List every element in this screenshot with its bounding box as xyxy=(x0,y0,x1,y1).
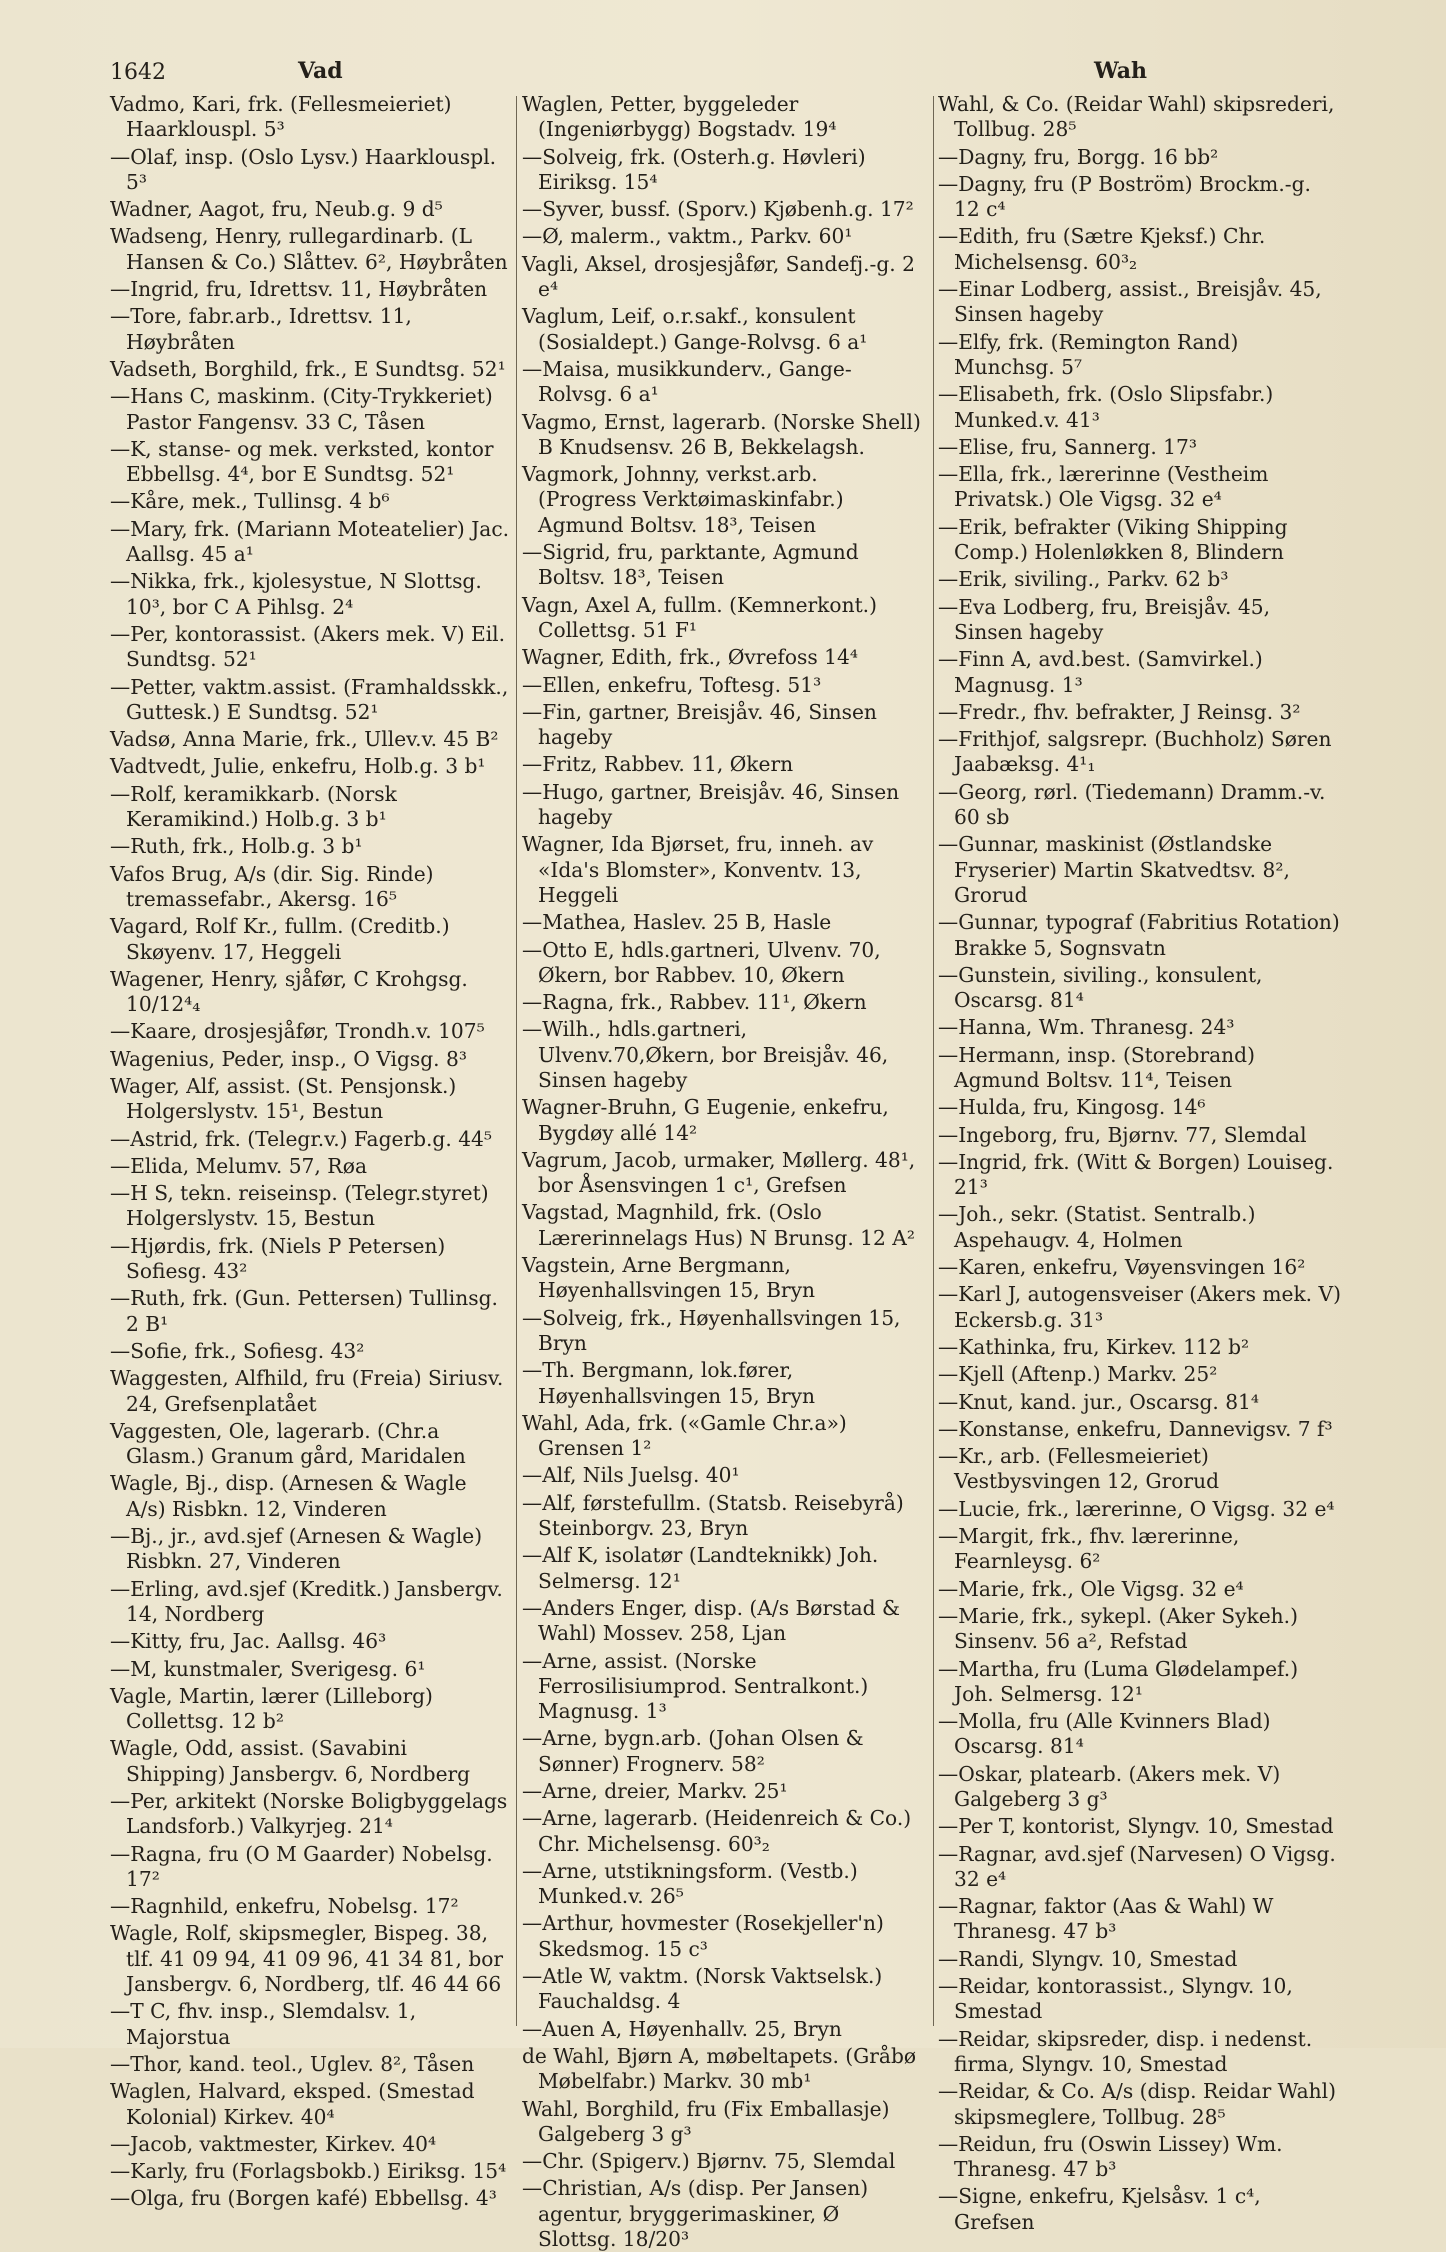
directory-entry: —Auen A, Høyenhallv. 25, Bryn xyxy=(522,2016,842,2041)
directory-entry: —Reidar, kontorassist., Slyngv. 10, Smestad xyxy=(938,1974,1293,2024)
directory-entry: —Hulda, fru, Kingosg. 14⁶ xyxy=(938,1095,1206,1120)
column-divider xyxy=(516,96,517,2026)
directory-entry: —Fritz, Rabbev. 11, Økern xyxy=(522,752,794,777)
directory-entry: —Arne, assist. (Norske Ferrosilisiumprod. Sentralkont.) Magnusg. 1³ xyxy=(522,1648,869,1724)
directory-entry: —Ragnar, avd.sjef (Narvesen) O Vigsg. 32 e⁴ xyxy=(938,1841,1336,1891)
directory-entry: —Karly, fru (Forlagsbokb.) Eiriksg. 15⁴ xyxy=(110,2159,507,2184)
directory-entry: —Reidar, skipsreder, disp. i nedenst. firma, Slyngv. 10, Smestad xyxy=(938,2026,1313,2076)
directory-entry: —Arne, dreier, Markv. 25¹ xyxy=(522,1779,788,1803)
directory-entry: Vafos Brug, A/s (dir. Sig. Rinde) tremassefabr., Akersg. 16⁵ xyxy=(110,861,434,911)
directory-entry: —Anders Enger, disp. (A/s Børstad & Wahl) Mossev. 258, Ljan xyxy=(522,1595,900,1646)
directory-entry: —Marie, frk., Ole Vigsg. 32 e⁴ xyxy=(938,1576,1244,1601)
directory-entry: —Karl J, autogensveiser (Akers mek. V) Eckersb.g. 31³ xyxy=(938,1282,1341,1332)
directory-entry: Wahl, & Co. (Reidar Wahl) skipsrederi, Tollbug. 28⁵ xyxy=(938,92,1335,142)
directory-entry: Vaglum, Leif, o.r.sakf., konsulent (Sosialdept.) Gange-Rolvsg. 6 a¹ xyxy=(522,304,868,354)
directory-entry: —Fredr., fhv. befrakter, J Reinsg. 3² xyxy=(938,699,1301,724)
directory-entry: —Ingrid, fru, Idrettsv. 11, Høybråten xyxy=(110,277,488,302)
column-3 xyxy=(938,92,1342,2234)
directory-entry: Wagener, Henry, sjåfør, C Krohgsg. 10/12⁴₄ xyxy=(110,966,468,1017)
directory-entry: —Ingeborg, fru, Bjørnv. 77, Slemdal xyxy=(938,1122,1307,1147)
directory-entry: Vagmork, Johnny, verkst.arb. (Progress Verktøimaskinfabr.) Agmund Boltsv. 18³, Teisen xyxy=(522,462,844,537)
directory-entry: Waglen, Petter, byggeleder (Ingeniørbygg) Bogstadv. 19⁴ xyxy=(522,92,837,142)
directory-entry: Vagle, Martin, lærer (Lilleborg) Collettsg. 12 b² xyxy=(110,1683,433,1734)
directory-entry: Vagrum, Jacob, urmaker, Møllerg. 48¹, bor Åsensvingen 1 c¹, Grefsen xyxy=(522,1147,916,1198)
directory-entry: —Erik, befrakter (Viking Shipping Comp.) Holenløkken 8, Blindern xyxy=(938,514,1288,565)
directory-entry: —Hans C, maskinm. (City-Trykkeriet) Pastor Fangensv. 33 C, Tåsen xyxy=(110,384,493,434)
directory-entry: —Ragnar, faktor (Aas & Wahl) W Thranesg. 47 b³ xyxy=(938,1894,1274,1944)
page-number: 1642 xyxy=(110,60,166,85)
directory-entry: Vagn, Axel A, fullm. (Kemnerkont.) Collettsg. 51 F¹ xyxy=(522,592,877,642)
directory-entry: —Alf K, isolatør (Landteknikk) Joh. Selmersg. 12¹ xyxy=(522,1543,879,1593)
directory-entry: Wahl, Borghild, fru (Fix Emballasje) Galgeberg 3 g³ xyxy=(522,2096,890,2146)
directory-entry: —Kjell (Aftenp.) Markv. 25² xyxy=(938,1362,1218,1387)
directory-entry: —Nikka, frk., kjolesystue, N Slottsg. 10³, bor C A Pihlsg. 2⁴ xyxy=(110,569,482,619)
directory-entry: —Astrid, frk. (Telegr.v.) Fagerb.g. 44⁵ xyxy=(110,1126,492,1151)
directory-entry: —Dagny, fru (P Boström) Brockm.-g. 12 c⁴ xyxy=(938,171,1311,222)
column-divider xyxy=(933,96,934,2026)
directory-entry: —Ella, frk., lærerinne (Vestheim Privatsk.) Ole Vigsg. 32 e⁴ xyxy=(938,462,1269,512)
directory-entry: —Oskar, platearb. (Akers mek. V) Galgeberg 3 g³ xyxy=(938,1761,1281,1811)
directory-entry: —Molla, fru (Alle Kvinners Blad) Oscarsg. 81⁴ xyxy=(938,1709,1271,1759)
directory-entry: —Christian, A/s (disp. Per Jansen) agentur, bryggerimaskiner, Ø Slottsg. 18/20³ xyxy=(522,2176,869,2252)
directory-entry: Vadtvedt, Julie, enkefru, Holb.g. 3 b¹ xyxy=(110,754,486,779)
directory-entry: —Finn A, avd.best. (Samvirkel.) Magnusg. 1³ xyxy=(938,647,1263,697)
directory-entry: Vagmo, Ernst, lagerarb. (Norske Shell) B Knudsensv. 26 B, Bekkelagsh. xyxy=(522,409,921,459)
directory-entry: —Sofie, frk., Sofiesg. 43² xyxy=(110,1338,365,1363)
directory-entry: —Elida, Melumv. 57, Røa xyxy=(110,1153,367,1178)
directory-entry: —Frithjof, salgsrepr. (Buchholz) Søren Jaabæksg. 4¹₁ xyxy=(938,727,1332,777)
directory-entry: —Th. Bergmann, lok.fører, Høyenhallsvingen 15, Bryn xyxy=(522,1358,815,1408)
directory-entry: Vagstad, Magnhild, frk. (Oslo Lærerinnelags Hus) N Brunsg. 12 A² xyxy=(522,1200,915,1250)
directory-entry: —Kr., arb. (Fellesmeieriet) Vestbysvingen 12, Grorud xyxy=(938,1444,1220,1494)
directory-entry: —Arne, lagerarb. (Heidenreich & Co.) Chr. Michelsensg. 60³₂ xyxy=(522,1806,912,1856)
directory-entry: —Hanna, Wm. Thranesg. 24³ xyxy=(938,1015,1235,1040)
directory-entry: —Elisabeth, frk. (Oslo Slipsfabr.) Munked.v. 41³ xyxy=(938,382,1274,432)
directory-entry: —Ruth, frk. (Gun. Pettersen) Tullinsg. 2 B¹ xyxy=(110,1286,498,1336)
directory-entry: —Wilh., hdls.gartneri, Ulvenv.70,Økern, bor Breisjåv. 46, Sinsen hageby xyxy=(522,1017,889,1092)
directory-entry: Vagstein, Arne Bergmann, Høyenhallsvingen 15, Bryn xyxy=(522,1253,815,1303)
directory-entry: —Elfy, frk. (Remington Rand) Munchsg. 5⁷ xyxy=(938,329,1239,379)
directory-entry: —Reidun, fru (Oswin Lissey) Wm. Thranesg. 47 b³ xyxy=(938,2131,1283,2182)
directory-entry: —Syver, bussf. (Sporv.) Kjøbenh.g. 17² xyxy=(522,197,914,222)
directory-entry: —Olga, fru (Borgen kafé) Ebbellsg. 4³ xyxy=(110,2186,497,2211)
directory-entry: Wagner, Edith, frk., Øvrefoss 14⁴ xyxy=(522,645,858,670)
directory-entry: Vaggesten, Ole, lagerarb. (Chr.a Glasm.) Granum gård, Maridalen xyxy=(110,1418,466,1469)
directory-entry: —Lucie, frk., lærerinne, O Vigsg. 32 e⁴ xyxy=(938,1496,1335,1521)
directory-entry: —Mathea, Haslev. 25 B, Hasle xyxy=(522,910,832,935)
directory-entry: —Elise, fru, Sannerg. 17³ xyxy=(938,434,1197,459)
directory-entry: —Thor, kand. teol., Uglev. 8², Tåsen xyxy=(110,2051,475,2076)
directory-entry: —Per T, kontorist, Slyngv. 10, Smestad xyxy=(938,1814,1334,1839)
directory-entry: —Gunnar, maskinist (Østlandske Fryserier) Martin Skatvedtsv. 8², Grorud xyxy=(938,832,1290,907)
directory-entry: Vagard, Rolf Kr., fullm. (Creditb.) Skøyenv. 17, Heggeli xyxy=(110,914,450,964)
directory-entry: —Solveig, frk. (Osterh.g. Høvleri) Eiriksg. 15⁴ xyxy=(522,144,866,194)
directory-entry: —T C, fhv. insp., Slemdalsv. 1, Majorstua xyxy=(110,1999,417,2049)
directory-entry: —Joh., sekr. (Statist. Sentralb.) Aspehaugv. 4, Holmen xyxy=(938,1202,1256,1252)
directory-entry: Wagle, Odd, assist. (Savabini Shipping) Jansbergv. 6, Nordberg xyxy=(110,1736,471,1786)
directory-entry: —K, stanse- og mek. verksted, kontor Ebbellsg. 4⁴, bor E Sundtsg. 52¹ xyxy=(110,436,494,487)
directory-entry: —H S, tekn. reiseinsp. (Telegr.styret) Holgerslystv. 15, Bestun xyxy=(110,1181,489,1231)
directory-entry: Wagner-Bruhn, G Eugenie, enkefru, Bygdøy allé 14² xyxy=(522,1095,889,1145)
directory-entry: —Ellen, enkefru, Toftesg. 51³ xyxy=(522,672,822,697)
directory-entry: —Erling, avd.sjef (Kreditk.) Jansbergv. 14, Nordberg xyxy=(110,1576,503,1626)
directory-entry: Wager, Alf, assist. (St. Pensjonsk.) Holgerslystv. 15¹, Bestun xyxy=(110,1073,457,1124)
directory-entry: Wahl, Ada, frk. («Gamle Chr.a») Grensen 1² xyxy=(522,1410,847,1461)
directory-entry: —Edith, fru (Sætre Kjeksf.) Chr. Michelsensg. 60³₂ xyxy=(938,224,1266,274)
directory-entry: —Tore, fabr.arb., Idrettsv. 11, Høybråten xyxy=(110,304,412,354)
directory-entry: —Ø, malerm., vaktm., Parkv. 60¹ xyxy=(522,224,853,249)
directory-entry: —Knut, kand. jur., Oscarsg. 81⁴ xyxy=(938,1389,1259,1414)
directory-entry: —Marie, frk., sykepl. (Aker Sykeh.) Sinsenv. 56 a², Refstad xyxy=(938,1603,1298,1654)
directory-entry: —M, kunstmaler, Sverigesg. 6¹ xyxy=(110,1656,426,1681)
directory-entry: —Sigrid, fru, parktante, Agmund Boltsv. 18³, Teisen xyxy=(522,540,859,590)
directory-entry: —Karen, enkefru, Vøyensvingen 16² xyxy=(938,1255,1306,1280)
directory-entry: —Kaare, drosjesjåfør, Trondh.v. 107⁵ xyxy=(110,1019,485,1044)
directory-entry: —Mary, frk. (Mariann Moteatelier) Jac. Aallsg. 45 a¹ xyxy=(110,516,510,567)
directory-entry: —Rolf, keramikkarb. (Norsk Keramikind.) Holb.g. 3 b¹ xyxy=(110,781,397,832)
directory-entry: —Ragna, fru (O M Gaarder) Nobelsg. 17² xyxy=(110,1841,493,1891)
directory-entry: Wadseng, Henry, rullegardinarb. (L Hansen & Co.) Slåttev. 6², Høybråten xyxy=(110,224,508,274)
directory-entry: —Fin, gartner, Breisjåv. 46, Sinsen hageby xyxy=(522,699,877,750)
directory-entry: Waglen, Halvard, eksped. (Smestad Kolonial) Kirkev. 40⁴ xyxy=(110,2079,475,2129)
directory-entry: —Ragnhild, enkefru, Nobelsg. 17² xyxy=(110,1894,459,1919)
directory-entry: Vadseth, Borghild, frk., E Sundtsg. 52¹ xyxy=(110,356,506,381)
directory-entry: Wagle, Bj., disp. (Arnesen & Wagle A/s) Risbkn. 12, Vinderen xyxy=(110,1471,467,1521)
directory-entry: —Bj., jr., avd.sjef (Arnesen & Wagle) Risbkn. 27, Vinderen xyxy=(110,1524,483,1574)
directory-entry: —Otto E, hdls.gartneri, Ulvenv. 70, Økern, bor Rabbev. 10, Økern xyxy=(522,937,881,987)
directory-entry: Vadsø, Anna Marie, frk., Ullev.v. 45 B² xyxy=(110,727,499,752)
directory-entry: —Hjørdis, frk. (Niels P Petersen) Sofiesg. 43² xyxy=(110,1233,446,1284)
directory-entry: —Ruth, frk., Holb.g. 3 b¹ xyxy=(110,834,363,859)
directory-entry: —Kathinka, fru, Kirkev. 112 b² xyxy=(938,1334,1250,1359)
directory-entry: —Georg, rørl. (Tiedemann) Dramm.-v. 60 sb xyxy=(938,779,1326,830)
directory-entry: —Ragna, frk., Rabbev. 11¹, Økern xyxy=(522,990,867,1015)
directory-entry: —Erik, siviling., Parkv. 62 b³ xyxy=(938,567,1229,592)
directory-entry: —Randi, Slyngv. 10, Smestad xyxy=(938,1946,1238,1971)
directory-entry: Wagner, Ida Bjørset, fru, inneh. av «Ida's Blomster», Konventv. 13, Heggeli xyxy=(522,832,874,907)
directory-entry: —Einar Lodberg, assist., Breisjåv. 45, Sinsen hageby xyxy=(938,277,1322,327)
directory-entry: —Petter, vaktm.assist. (Framhaldsskk., Guttesk.) E Sundtsg. 52¹ xyxy=(110,674,509,724)
directory-entry: —Jacob, vaktmester, Kirkev. 40⁴ xyxy=(110,2131,437,2156)
directory-entry: —Eva Lodberg, fru, Breisjåv. 45, Sinsen hageby xyxy=(938,594,1270,644)
directory-entry: —Per, kontorassist. (Akers mek. V) Eil. Sundtsg. 52¹ xyxy=(110,621,506,672)
directory-entry: Wagle, Rolf, skipsmegler, Bispeg. 38, tlf. 41 09 94, 41 09 96, 41 34 81, bor Jansbergv. 6, Nordberg, tlf. 46 44 66 xyxy=(110,1921,504,1997)
directory-entry: de Wahl, Bjørn A, møbeltapets. (Gråbø Møbelfabr.) Markv. 30 mb¹ xyxy=(522,2043,917,2094)
directory-entry: —Reidar, & Co. A/s (disp. Reidar Wahl) skipsmeglere, Tollbug. 28⁵ xyxy=(938,2079,1337,2129)
directory-entry: —Martha, fru (Luma Glødelampef.) Joh. Selmersg. 12¹ xyxy=(938,1656,1299,1706)
directory-entry: —Olaf, insp. (Oslo Lysv.) Haarklouspl. 5³ xyxy=(110,144,497,194)
directory-entry: —Solveig, frk., Høyenhallsvingen 15, Bryn xyxy=(522,1305,901,1355)
directory-entry: Waggesten, Alfhild, fru (Freia) Siriusv. 24, Grefsenplatået xyxy=(110,1366,504,1416)
directory-entry: —Kitty, fru, Jac. Aallsg. 46³ xyxy=(110,1629,387,1654)
directory-entry: —Arne, utstikningsform. (Vestb.) Munked.v. 26⁵ xyxy=(522,1858,858,1909)
directory-entry: —Arne, bygn.arb. (Johan Olsen & Sønner) Frognerv. 58² xyxy=(522,1726,864,1776)
directory-entry: —Hermann, insp. (Storebrand) Agmund Boltsv. 11⁴, Teisen xyxy=(938,1042,1255,1092)
directory-entry: —Konstanse, enkefru, Dannevigsv. 7 f³ xyxy=(938,1416,1333,1441)
directory-entry: —Dagny, fru, Borgg. 16 bb² xyxy=(938,144,1219,169)
directory-entry: —Alf, Nils Juelsg. 40¹ xyxy=(522,1463,740,1488)
directory-entry: —Atle W, vaktm. (Norsk Vaktselsk.) Fauchaldsg. 4 xyxy=(522,1964,883,2014)
directory-entry: —Gunnar, typograf (Fabritius Rotation) Brakke 5, Sognsvatn xyxy=(938,910,1340,960)
directory-entry: —Kåre, mek., Tullinsg. 4 b⁶ xyxy=(110,489,390,514)
column-1 xyxy=(110,92,510,2211)
directory-entry: —Chr. (Spigerv.) Bjørnv. 75, Slemdal xyxy=(522,2149,896,2174)
directory-entry: —Gunstein, siviling., konsulent, Oscarsg. 81⁴ xyxy=(938,962,1263,1013)
directory-entry: —Ingrid, frk. (Witt & Borgen) Louiseg. 21³ xyxy=(938,1149,1334,1200)
directory-entry: Vagli, Aksel, drosjesjåfør, Sandefj.-g. 2 e⁴ xyxy=(522,251,915,302)
directory-entry: —Hugo, gartner, Breisjåv. 46, Sinsen hageby xyxy=(522,779,900,830)
directory-entry: Wagenius, Peder, insp., O Vigsg. 8³ xyxy=(110,1046,467,1071)
directory-entry: —Maisa, musikkunderv., Gange-Rolvsg. 6 a¹ xyxy=(522,356,852,407)
guide-word-right: Wah xyxy=(1094,58,1148,84)
directory-entry: Vadmo, Kari, frk. (Fellesmeieriet) Haarklouspl. 5³ xyxy=(110,92,452,142)
column-2 xyxy=(522,92,922,2252)
directory-entry: —Arthur, hovmester (Rosekjeller'n) Skedsmog. 15 c³ xyxy=(522,1911,884,1961)
directory-entry: Wadner, Aagot, fru, Neub.g. 9 d⁵ xyxy=(110,197,443,222)
directory-entry: —Alf, førstefullm. (Statsb. Reisebyrå) Steinborgv. 23, Bryn xyxy=(522,1490,904,1541)
directory-entry: —Per, arkitekt (Norske Boligbyggelags Landsforb.) Valkyrjeg. 21⁴ xyxy=(110,1789,508,1839)
directory-entry: —Signe, enkefru, Kjelsåsv. 1 c⁴, Grefsen xyxy=(938,2184,1261,2234)
guide-word-left: Vad xyxy=(298,58,343,84)
directory-entry: —Margit, frk., fhv. lærerinne, Fearnleysg. 6² xyxy=(938,1524,1240,1574)
